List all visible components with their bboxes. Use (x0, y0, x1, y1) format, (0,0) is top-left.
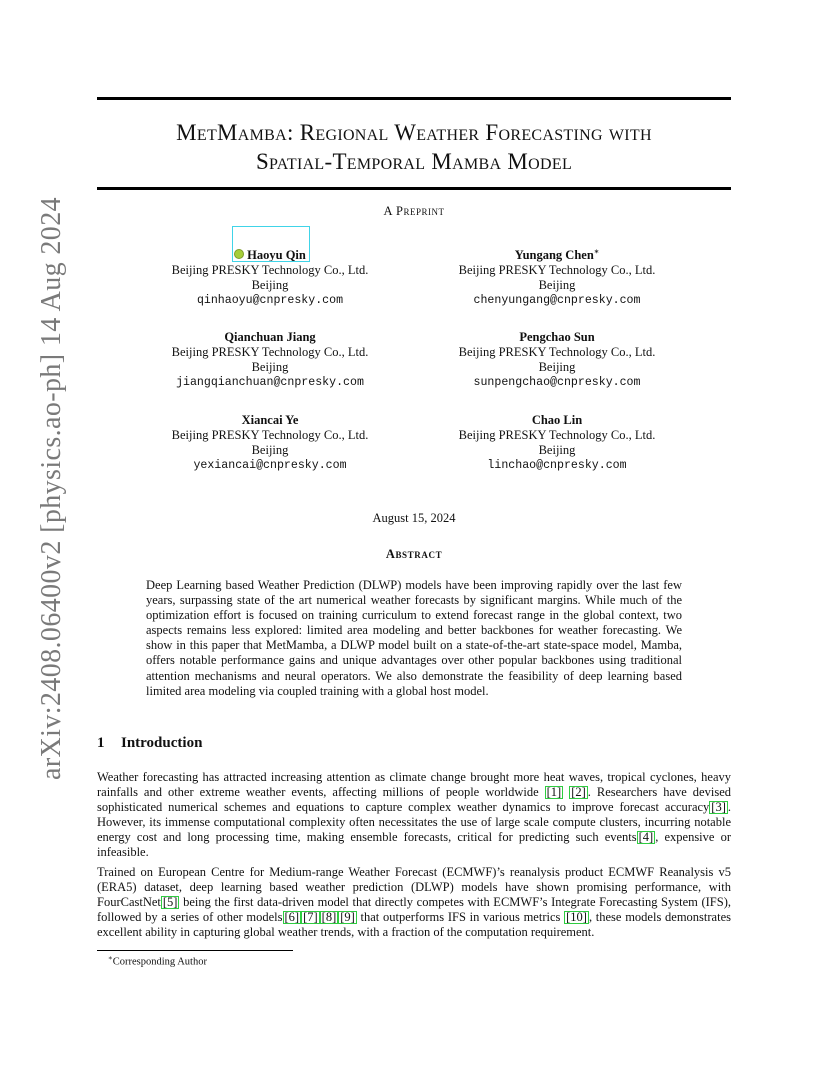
paragraph-text: , expensive or infeasible. (97, 830, 731, 860)
citation-link[interactable]: [3] (711, 800, 726, 815)
author-affiliation: Beijing PRESKY Technology Co., Ltd. (458, 345, 656, 359)
publication-date: August 15, 2024 (372, 511, 456, 525)
title-bottom-rule (97, 187, 731, 190)
author-email[interactable]: qinhaoyu@cnpresky.com (196, 294, 344, 307)
author-name: Qianchuan Jiang (224, 330, 316, 344)
citation-link[interactable]: [8] (321, 910, 337, 925)
citation-link[interactable]: [6] (284, 910, 300, 925)
paragraph-text: Trained on European Centre for Medium-range Weather Forecast (ECMWF)’s reanalysis product ECMWF Reanalysis v5 (ERA5) dataset, deep learning based weather prediction (DLWP) models have shown promising performance, with FourCastNet (97, 865, 731, 910)
abstract-text: Deep Learning based Weather Prediction (DLWP) models have been improving rapidly over the last few years, surpassing state of the art numerical weather forecasts by significant margins. While much of the optimization effort is focused on training curriculum to extend forecast range in the global context, two aspects remains less explored: limited area modeling and better backbones for weather forecasting. We show in this paper that MetMamba, a DLWP model built on a state-of-the-art state-space model, Mamba, offers notable performance gains and unique advantages over other popular backbones using traditional attention mechanisms and neural operators. We also demonstrate the feasibility of deep learning based limited area modeling via coupled training with a global host model. (146, 578, 682, 698)
section-heading (97, 735, 202, 752)
title-top-rule (97, 97, 731, 100)
author-city: Beijing (538, 278, 576, 292)
footnote (108, 954, 207, 968)
section-title: Introduction (121, 735, 203, 751)
author-email[interactable]: chenyungang@cnpresky.com (473, 294, 641, 307)
footnote-rule (97, 950, 293, 951)
paragraph-text: . Researchers have devised sophisticated numerical schemes and equations to capture complex weather dynamics to improve forecast accuracy (97, 785, 731, 815)
author-block (427, 413, 687, 473)
author-email[interactable]: sunpengchao@cnpresky.com (473, 376, 641, 389)
author-email[interactable]: linchao@cnpresky.com (487, 459, 627, 472)
footnote-text: Corresponding Author (112, 956, 207, 968)
author-block (140, 330, 400, 390)
paragraph-text: Weather forecasting has attracted increasing attention as climate change brought more heat waves, tropical cyclones, heavy rainfalls and other extreme weather events, affecting millions of people worldwide (97, 770, 731, 800)
author-name: Yungang Chen (514, 248, 594, 262)
author-name: Xiancai Ye (241, 413, 299, 427)
abstract-heading: Abstract (385, 547, 443, 561)
author-city: Beijing (251, 443, 289, 457)
author-name: Pengchao Sun (519, 330, 595, 344)
intro-paragraph-2 (97, 865, 731, 940)
author-city: Beijing (251, 360, 289, 374)
author-name: Haoyu Qin (247, 248, 306, 262)
author-affiliation: Beijing PRESKY Technology Co., Ltd. (171, 263, 369, 277)
author-affiliation: Beijing PRESKY Technology Co., Ltd. (171, 428, 369, 442)
author-city: Beijing (538, 360, 576, 374)
arxiv-identifier: arXiv:2408.06400v2 [physics.ao-ph] 14 Aug 2024 (36, 196, 67, 780)
title-line-1: MetMamba: Regional Weather Forecasting with (176, 120, 652, 145)
citation-link[interactable]: [5] (162, 895, 178, 910)
corresponding-mark[interactable]: ∗ (593, 247, 600, 256)
author-email[interactable]: jiangqianchuan@cnpresky.com (176, 376, 364, 389)
author-affiliation: Beijing PRESKY Technology Co., Ltd. (458, 263, 656, 277)
citation-link[interactable]: [7] (303, 910, 318, 925)
paragraph-text: being the first data-driven model that directly competes with ECMWF’s Integrate Forecasting System (IFS), followed by a series of other models (97, 895, 731, 925)
author-city: Beijing (538, 443, 576, 457)
title-line-2: Spatial-Temporal Mamba Model (255, 149, 573, 174)
author-block (427, 330, 687, 390)
intro-paragraph-1 (97, 770, 731, 861)
author-block (140, 413, 400, 473)
citation-link[interactable]: [4] (638, 830, 654, 845)
citation-link[interactable]: [10] (566, 910, 587, 925)
paragraph-text: , these models demonstrates excellent ability in capturing global weather trends, with a fraction of the computation requirement. (97, 910, 731, 940)
paragraph-text: that outperforms IFS in various metrics (356, 910, 565, 925)
author-block (427, 248, 687, 308)
citation-link[interactable]: [1] (546, 785, 562, 800)
author-email[interactable]: yexiancai@cnpresky.com (193, 459, 347, 472)
citation-link[interactable]: [9] (340, 910, 355, 925)
author-city: Beijing (251, 278, 289, 292)
paper-title (97, 118, 731, 176)
paragraph-text: . However, its immense computational complexity often necessitates the use of large scale compute clusters, incurring notable energy cost and long processing time, making ensemble forecasts, critical for predicting such events (97, 800, 731, 845)
footnote-mark: ∗ (108, 954, 113, 962)
author-name: Chao Lin (531, 413, 583, 427)
author-affiliation: Beijing PRESKY Technology Co., Ltd. (171, 345, 369, 359)
section-number: 1 (97, 735, 105, 751)
selection-highlight (232, 226, 310, 262)
author-affiliation: Beijing PRESKY Technology Co., Ltd. (458, 428, 656, 442)
citation-link[interactable]: [2] (571, 785, 586, 800)
preprint-label: A Preprint (383, 204, 445, 218)
